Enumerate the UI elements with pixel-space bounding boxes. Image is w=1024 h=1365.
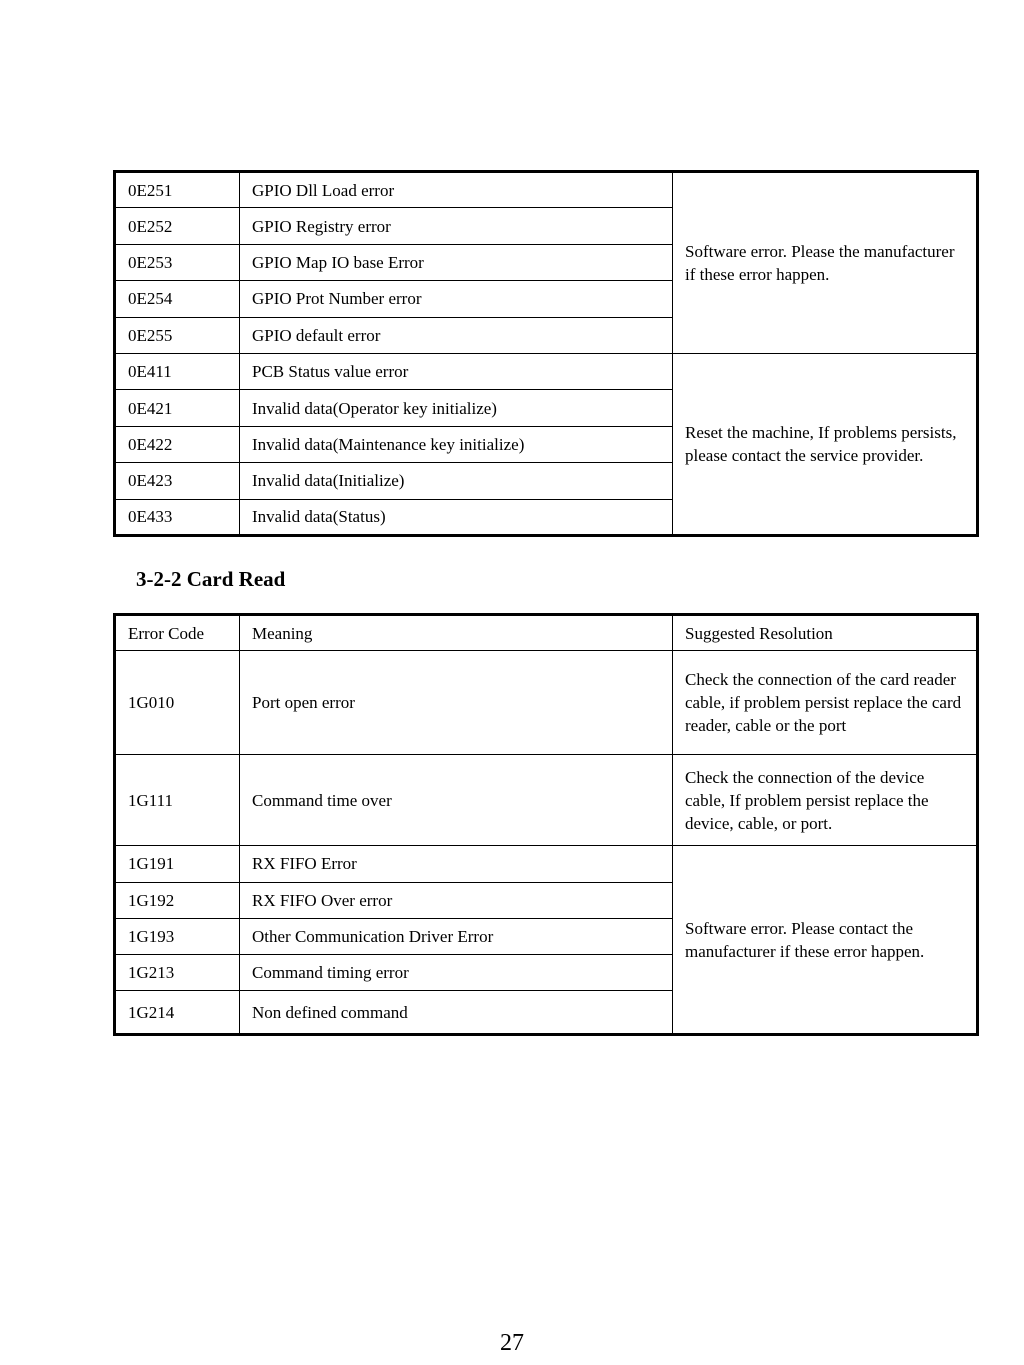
error-code: 0E411: [115, 353, 240, 389]
table-row: [115, 172, 978, 208]
error-meaning: GPIO Dll Load error: [240, 172, 673, 208]
page-number: 27: [500, 1330, 524, 1356]
error-code: 0E421: [115, 390, 240, 426]
error-code: 1G010: [115, 651, 240, 755]
error-code: 0E254: [115, 281, 240, 317]
error-code: 1G191: [115, 846, 240, 882]
error-meaning: GPIO Prot Number error: [240, 281, 673, 317]
error-code: 0E252: [115, 208, 240, 244]
section-heading: 3-2-2 Card Read: [136, 567, 286, 591]
error-code: 0E251: [115, 172, 240, 208]
error-code: 1G213: [115, 955, 240, 991]
error-meaning: Invalid data(Operator key initialize): [240, 390, 673, 426]
table-row: [115, 846, 978, 882]
error-code: 0E422: [115, 426, 240, 462]
error-code: 1G214: [115, 991, 240, 1035]
error-code: 0E433: [115, 499, 240, 535]
error-meaning: Other Communication Driver Error: [240, 918, 673, 954]
error-meaning: Invalid data(Maintenance key initialize): [240, 426, 673, 462]
table-row: [115, 755, 978, 846]
suggested-resolution: Check the connection of the device cable, If problem persist replace the device, cable, or port.: [673, 755, 978, 846]
error-meaning: GPIO Map IO base Error: [240, 244, 673, 280]
error-table-gpio-pcb: [113, 170, 979, 537]
error-meaning: Command time over: [240, 755, 673, 846]
error-code: 0E255: [115, 317, 240, 353]
column-header-resolution: Suggested Resolution: [673, 615, 978, 651]
error-code: 1G111: [115, 755, 240, 846]
table-row: [115, 651, 978, 755]
error-meaning: RX FIFO Error: [240, 846, 673, 882]
error-table-card-read: [113, 613, 979, 1036]
column-header-meaning: Meaning: [240, 615, 673, 651]
table-header-row: [115, 615, 978, 651]
error-meaning: GPIO default error: [240, 317, 673, 353]
error-code: 0E423: [115, 463, 240, 499]
suggested-resolution: Reset the machine, If problems persists, please contact the service provider.: [673, 353, 978, 535]
suggested-resolution: Software error. Please contact the manufacturer if these error happen.: [673, 846, 978, 1035]
error-meaning: Port open error: [240, 651, 673, 755]
error-meaning: GPIO Registry error: [240, 208, 673, 244]
error-code: 0E253: [115, 244, 240, 280]
column-header-error-code: Error Code: [115, 615, 240, 651]
error-meaning: Invalid data(Initialize): [240, 463, 673, 499]
error-meaning: PCB Status value error: [240, 353, 673, 389]
suggested-resolution: Check the connection of the card reader cable, if problem persist replace the card reader, cable or the port: [673, 651, 978, 755]
error-meaning: Command timing error: [240, 955, 673, 991]
suggested-resolution: Software error. Please the manufacturer if these error happen.: [673, 172, 978, 354]
table-row: [115, 353, 978, 389]
error-meaning: Non defined command: [240, 991, 673, 1035]
error-meaning: Invalid data(Status): [240, 499, 673, 535]
error-code: 1G192: [115, 882, 240, 918]
error-code: 1G193: [115, 918, 240, 954]
error-meaning: RX FIFO Over error: [240, 882, 673, 918]
